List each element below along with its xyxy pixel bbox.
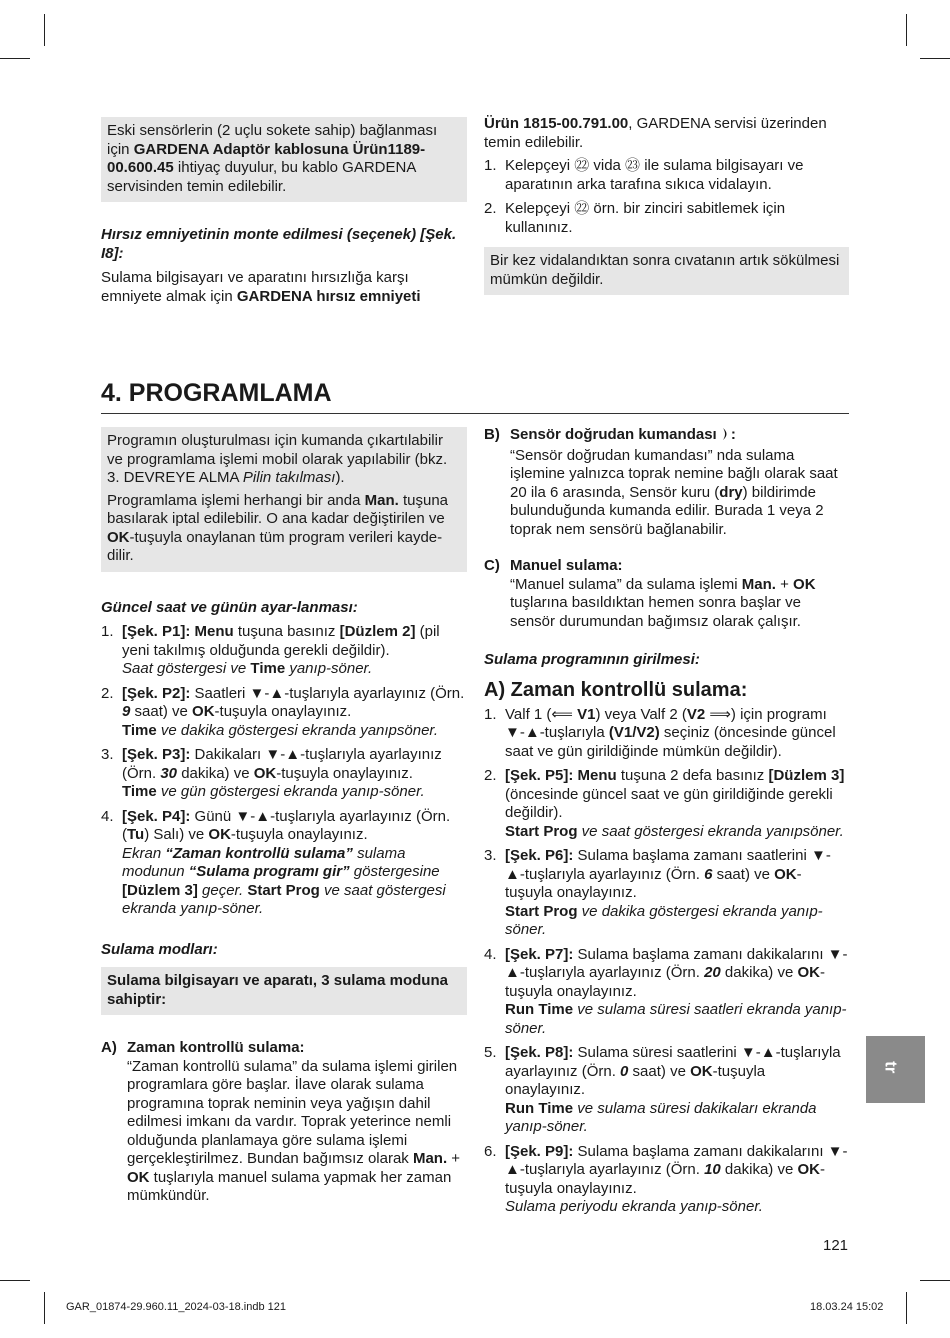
step-number: 2. — [101, 684, 114, 702]
kw: [Düzlem 3] — [122, 881, 198, 899]
mount-step — [484, 157, 849, 194]
clock-step — [101, 746, 467, 802]
kw: Man. — [741, 575, 776, 593]
txt: ) bildirimde bulunduğunda kumanda edilir. Burada 1 veya 2 toprak nem sensörü bağlanabilir. — [510, 483, 824, 538]
adapter-note-text — [107, 122, 461, 196]
fig-ref: [Şek. P9]: — [505, 1142, 574, 1160]
txt: -tuşuyla onaylayınız. — [505, 964, 825, 1000]
step-number: 6. — [484, 1142, 497, 1160]
txt: tuşuna 2 defa basınız — [616, 767, 769, 784]
crop-mark-tl-v — [44, 14, 45, 46]
modes-box — [101, 967, 467, 1015]
step-number: 1. — [484, 157, 497, 174]
step-number: 4. — [101, 807, 114, 825]
txt: saat) ve — [712, 865, 775, 883]
program-heading: Sulama programının girilmesi: — [484, 651, 700, 668]
programming-intro-p2 — [107, 492, 461, 566]
kw: Start Prog — [505, 822, 578, 840]
adapter-note-product: GARDENA Adaptör kablosuna Ürün1189-00.600.45 — [107, 140, 426, 176]
theft-paragraph-a: Sulama bilgisayarı ve aparatını hırsızlığa karşı emniyete almak için — [101, 269, 409, 305]
step-number: 2. — [484, 200, 497, 217]
arrow-right-icon: ⟹ — [709, 705, 731, 723]
txt: Sulama başlama zamanı saatlerini ▼-▲-tuşlarıyla ayarlayınız (Örn. — [505, 847, 831, 883]
arrow-left-icon: ⟸ — [551, 705, 573, 723]
txt: saat) ve — [628, 1062, 691, 1080]
txt: ve sulama süresi dakikaları ekranda yanıp-söner. — [505, 1099, 817, 1135]
intro-p1-c: ). — [335, 469, 345, 486]
mode-a-item — [101, 1039, 467, 1206]
kw: OK — [690, 1062, 713, 1080]
txt: Ekran — [122, 844, 166, 862]
display-digit: 0 — [620, 1062, 629, 1080]
mount-step — [484, 200, 849, 237]
txt: Sulama süresi saatlerini ▼-▲-tuşlarıyla ayarlayınız (Örn. — [505, 1044, 841, 1080]
crop-mark-br-v — [906, 1292, 907, 1324]
theft-heading: Hırsız emniyetinin monte edilmesi (seçenek) [Şek. I8]: — [101, 226, 457, 262]
adapter-note-box — [101, 117, 467, 202]
adapter-note-text-a: Eski sensörlerin (2 uçlu sokete sahip) bağlanması için — [107, 122, 438, 158]
language-tab-label: tr — [881, 1061, 901, 1074]
step-number: 2. — [484, 767, 497, 784]
kw: Start Prog — [247, 881, 320, 899]
kw: (V1/V2) — [608, 724, 660, 741]
display-digit: 9 — [122, 703, 131, 720]
txt: ve sulama süresi saatleri ekranda yanıp-söner. — [505, 1001, 847, 1037]
txt: dakika) ve — [177, 764, 254, 782]
txt: ve saat göstergesi ekranda yanıp-söner. — [122, 881, 446, 917]
clock-step — [101, 623, 467, 679]
txt: ) Salı) ve — [144, 826, 209, 843]
txt: (öncesinde güncel saat ve gün girildiğinde gerekli değildir). — [505, 785, 833, 821]
intro-p2-man: Man. — [364, 491, 399, 509]
program-step — [484, 1143, 849, 1217]
intro-p2-c: tuşuna basılarak iptal edilebilir. O ana kadar değiştirilen ve — [107, 491, 449, 527]
adapter-note-text-c: ihtiyaç duyulur, bu kablo GARDENA servisinden temin edilebilir. — [107, 159, 416, 195]
kw: Start Prog — [505, 902, 578, 920]
kw: V1 — [572, 705, 596, 723]
step-text: Kelepçeyi ㉒ örn. bir zinciri sabitlemek için kullanınız. — [505, 200, 786, 236]
product-intro — [484, 115, 849, 152]
fig-ref: [Şek. P5]: — [505, 767, 574, 784]
txt: seçiniz (öncesinde güncel saat ve gün girildiğinde mümkün değildir). — [505, 724, 836, 760]
program-step — [484, 946, 849, 1039]
kw: Time — [122, 721, 157, 739]
screw-note-box — [484, 247, 849, 295]
txt: “Manuel sulama” da sulama işlemi — [510, 575, 742, 593]
display-digit: 20 — [704, 964, 721, 981]
clock-heading: Güncel saat ve günün ayar-lanması: — [101, 598, 358, 616]
kw: V2 — [686, 705, 706, 723]
step-text: Kelepçeyi ㉒ vida ㉓ ile sulama bilgisayarı ve aparatının arka tarafına sıkıca vidalayın. — [505, 157, 804, 193]
txt: dakika) ve — [720, 964, 798, 981]
txt: tuşlarına basıldıktan hemen sonra başlar ve sensör durumundan bağımsız olarak çalışır. — [510, 594, 801, 630]
txt: -tuşuyla onaylayınız. — [230, 826, 368, 843]
mode-c-item — [484, 557, 849, 631]
screw-note-text: Bir kez vidalandıktan sonra cıvatanın artık sökülmesi mümkün değildir. — [490, 252, 840, 288]
txt: Dakikaları ▼-▲-tuşlarıyla ayarlayınız (Örn. — [122, 746, 442, 782]
step-number: 1. — [101, 623, 114, 640]
step-number: 3. — [101, 746, 114, 763]
fig-ref: [Şek. P7]: — [505, 945, 574, 963]
kw: “Zaman kontrollü sulama” — [165, 844, 353, 862]
kw: Run Time — [505, 1099, 574, 1117]
mode-b — [484, 426, 849, 631]
page-number: 121 — [823, 1237, 849, 1254]
mode-letter: C) — [484, 557, 500, 574]
mode-title-end: : — [730, 426, 736, 443]
mode-title: Sensör doğrudan kumandası — [510, 426, 717, 443]
mode-letter: A) — [101, 1039, 117, 1056]
product-intro-text: , GARDENA servisi üzerinden temin edilebilir. — [484, 115, 827, 151]
txt: sulama modunun — [122, 844, 406, 880]
program-step — [484, 1044, 849, 1137]
txt: yanıp-söner. — [285, 660, 373, 677]
step-number: 5. — [484, 1044, 497, 1061]
crop-mark-tr-v — [906, 14, 907, 46]
txt: Sulama periyodu ekranda yanıp-söner. — [505, 1198, 763, 1215]
mount-steps — [484, 157, 849, 237]
footer-file-info: GAR_01874-29.960.11_2024-03-18.indb 121 — [66, 1301, 286, 1313]
footer-date: 18.03.24 15:02 — [810, 1301, 884, 1313]
txt: (pil yeni takılmış olduğunda gerekli değildir). — [122, 623, 440, 659]
txt: -tuşuyla onaylayınız. — [505, 865, 802, 901]
mode-a — [101, 1039, 467, 1206]
crop-mark-bl-h — [0, 1280, 30, 1281]
txt: + — [775, 575, 794, 593]
modes-box-text: Sulama bilgisayarı ve aparatı, 3 sulama moduna sahiptir: — [107, 972, 448, 1008]
fig-ref: [Şek. P1]: — [122, 623, 191, 640]
txt: ve gün göstergesi ekranda yanıp-söner. — [156, 783, 425, 800]
language-tab — [866, 1036, 925, 1103]
display-digit: 10 — [704, 1161, 721, 1178]
program-steps — [484, 706, 849, 1217]
fig-ref: [Şek. P6]: — [505, 847, 574, 864]
txt: ve dakika göstergesi ekranda yanıp-söner. — [505, 902, 823, 938]
intro-p2-a: Programlama işlemi herhangi bir anda — [107, 491, 365, 509]
intro-p2-e: -tuşuyla onaylanan tüm program verileri kaydedilir. — [107, 528, 443, 564]
txt: -tuşuyla onaylayınız. — [276, 764, 413, 782]
kw: dry — [719, 483, 743, 501]
kw: Run Time — [505, 1001, 574, 1018]
step-number: 1. — [484, 705, 497, 723]
intro-p1-a: Programın oluşturulması için kumanda çıkartılabilir ve programlama işlemi mobil olarak yapılabilir (bkz. 3. DEVREYE ALMA — [107, 432, 448, 486]
txt: + — [447, 1150, 461, 1167]
clock-step — [101, 685, 467, 741]
mode-b-item — [484, 426, 849, 539]
fig-ref: [Şek. P3]: — [122, 746, 191, 763]
clock-step — [101, 808, 467, 919]
kw: OK — [797, 964, 820, 981]
txt: ) veya Valf 2 ( — [595, 705, 687, 723]
program-step — [484, 706, 849, 762]
kw: OK — [192, 703, 215, 720]
section-title-rule — [101, 413, 849, 414]
txt: Valf 1 ( — [505, 705, 552, 723]
fig-ref: [Şek. P8]: — [505, 1044, 574, 1061]
kw: OK — [253, 764, 277, 782]
mode-title: Manuel sulama: — [510, 557, 623, 574]
crop-mark-br-h — [920, 1280, 950, 1281]
top-left-column — [101, 117, 467, 306]
txt: “Sensör doğrudan kumandası” nda sulama işlemine yalnızca toprak nemine bağlı olarak saat 20 ila 6 arasında, Sensör kuru ( — [510, 446, 838, 501]
fig-ref: [Şek. P4]: — [122, 807, 191, 825]
theft-paragraph-b: GARDENA hırsız emniyeti — [236, 287, 421, 305]
mode-letter: B) — [484, 426, 500, 443]
program-step — [484, 767, 849, 841]
txt: -tuşuyla onaylayınız. — [505, 1161, 825, 1197]
txt: -tuşuyla onaylayınız. — [214, 703, 352, 720]
theft-paragraph — [101, 269, 467, 306]
kw: Tu — [127, 826, 145, 843]
fig-ref: [Şek. P2]: — [122, 684, 191, 702]
kw: [Düzlem 3] — [768, 767, 845, 784]
intro-p2-ok: OK — [107, 528, 130, 546]
txt: -tuşuyla onaylayınız. — [505, 1062, 766, 1098]
kw: Man. — [412, 1150, 448, 1167]
programming-intro-box — [101, 427, 467, 572]
txt: tuşlarıyla manuel sulama yapmak her zaman mümkündür. — [127, 1168, 452, 1204]
modes-heading: Sulama modları: — [101, 940, 218, 958]
txt: Sulama başlama zamanı dakikalarını ▼-▲-tuşlarıyla ayarlayınız (Örn. — [505, 1142, 848, 1178]
txt: tuşuna basınız — [233, 623, 340, 640]
txt: göstergesine — [349, 863, 440, 880]
kw: OK — [793, 575, 816, 593]
right-column — [484, 426, 849, 1223]
txt: “Zaman kontrollü sulama” da sulama işlemi girilen programlara göre başlar. İlave olarak sulama programına toprak neminin veya yağışın dahil edilmesi imkanı da vardır. Toprak yeterince nemli olduğunda planlamaya göre sulama işlemi gerçekleştirilmez. Bundan bağımsız olarak — [127, 1057, 458, 1167]
kw: OK — [127, 1168, 150, 1186]
intro-p1-b: Pilin takılması — [242, 469, 336, 486]
top-right-column — [484, 115, 849, 295]
crop-mark-tl-h — [0, 58, 30, 59]
programming-intro-p1 — [107, 432, 461, 488]
program-a-title: A) Zaman kontrollü sulama: — [484, 678, 748, 701]
clock-steps — [101, 623, 467, 919]
crop-mark-tr-h — [920, 58, 950, 59]
txt: Sulama başlama zamanı dakikalarını ▼-▲-tuşlarıyla ayarlayınız (Örn. — [505, 945, 848, 981]
display-digit: 30 — [160, 764, 178, 782]
kw: OK — [208, 826, 231, 843]
kw: OK — [797, 1161, 820, 1178]
crop-mark-bl-v — [44, 1292, 45, 1324]
kw: OK — [774, 865, 797, 883]
txt: Saat göstergesi ve — [122, 660, 251, 677]
kw: Menu — [194, 623, 234, 640]
kw: “Sulama programı gir” — [188, 863, 350, 880]
kw: Time — [250, 660, 286, 677]
sensor-icon — [721, 427, 731, 447]
txt: dakika) ve — [720, 1161, 798, 1178]
product-number: Ürün 1815-00.791.00 — [484, 115, 629, 132]
txt: ve saat göstergesi ekranda yanıpsöner. — [577, 822, 844, 840]
step-number: 4. — [484, 945, 497, 963]
txt: saat) ve — [130, 703, 193, 720]
left-column — [101, 427, 467, 1206]
mode-title: Zaman kontrollü sulama: — [127, 1039, 305, 1056]
display-digit: 6 — [704, 865, 713, 883]
kw: [Düzlem 2] — [339, 623, 416, 640]
kw: Menu — [577, 767, 617, 784]
program-step — [484, 847, 849, 940]
step-number: 3. — [484, 847, 497, 864]
txt: ) için programı ▼-▲-tuşlarıyla — [505, 705, 827, 741]
section-title: 4. PROGRAMLAMA — [101, 379, 332, 407]
txt: Günü ▼-▲-tuşlarıyla ayarlayınız (Örn. ( — [122, 807, 451, 843]
txt: ve dakika göstergesi ekranda yanıpsöner. — [156, 721, 439, 739]
kw: Time — [122, 783, 157, 800]
txt: Saatleri ▼-▲-tuşlarıyla ayarlayınız (Örn. — [190, 684, 465, 702]
txt: geçer. — [197, 881, 248, 899]
